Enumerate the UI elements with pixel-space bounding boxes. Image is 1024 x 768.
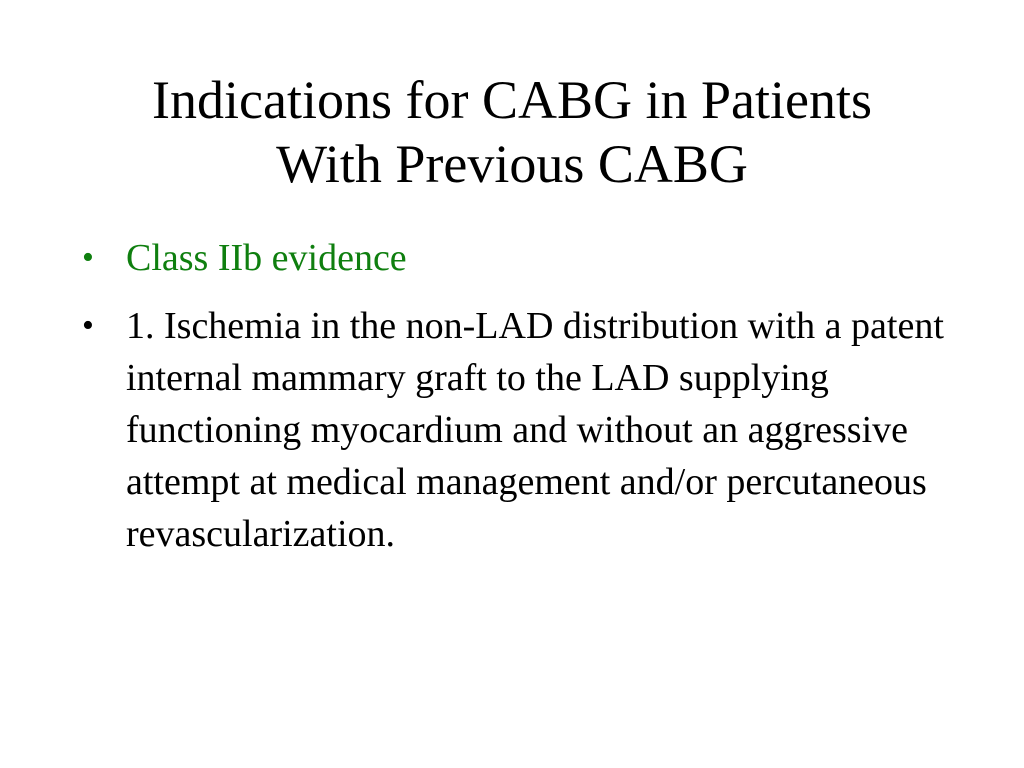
bullet-marker: • [82,307,94,344]
slide-title [60,68,964,196]
bullet-list [82,232,952,576]
bullet-marker: • [82,239,94,276]
bullet-item-evidence-class [82,232,952,284]
bullet-text: Class IIb evidence [126,237,407,279]
bullet-text: 1. Ischemia in the non-LAD distribution with a patent internal mammary graft to the LAD supplying functioning myocardium and without an aggressive attempt at medical management and/or percutaneous revascularization. [126,305,944,555]
slide-title-line-1: Indications for CABG in Patients [152,70,872,130]
slide-title-line-2: With Previous CABG [276,134,748,194]
bullet-item-indication-1 [82,300,952,560]
